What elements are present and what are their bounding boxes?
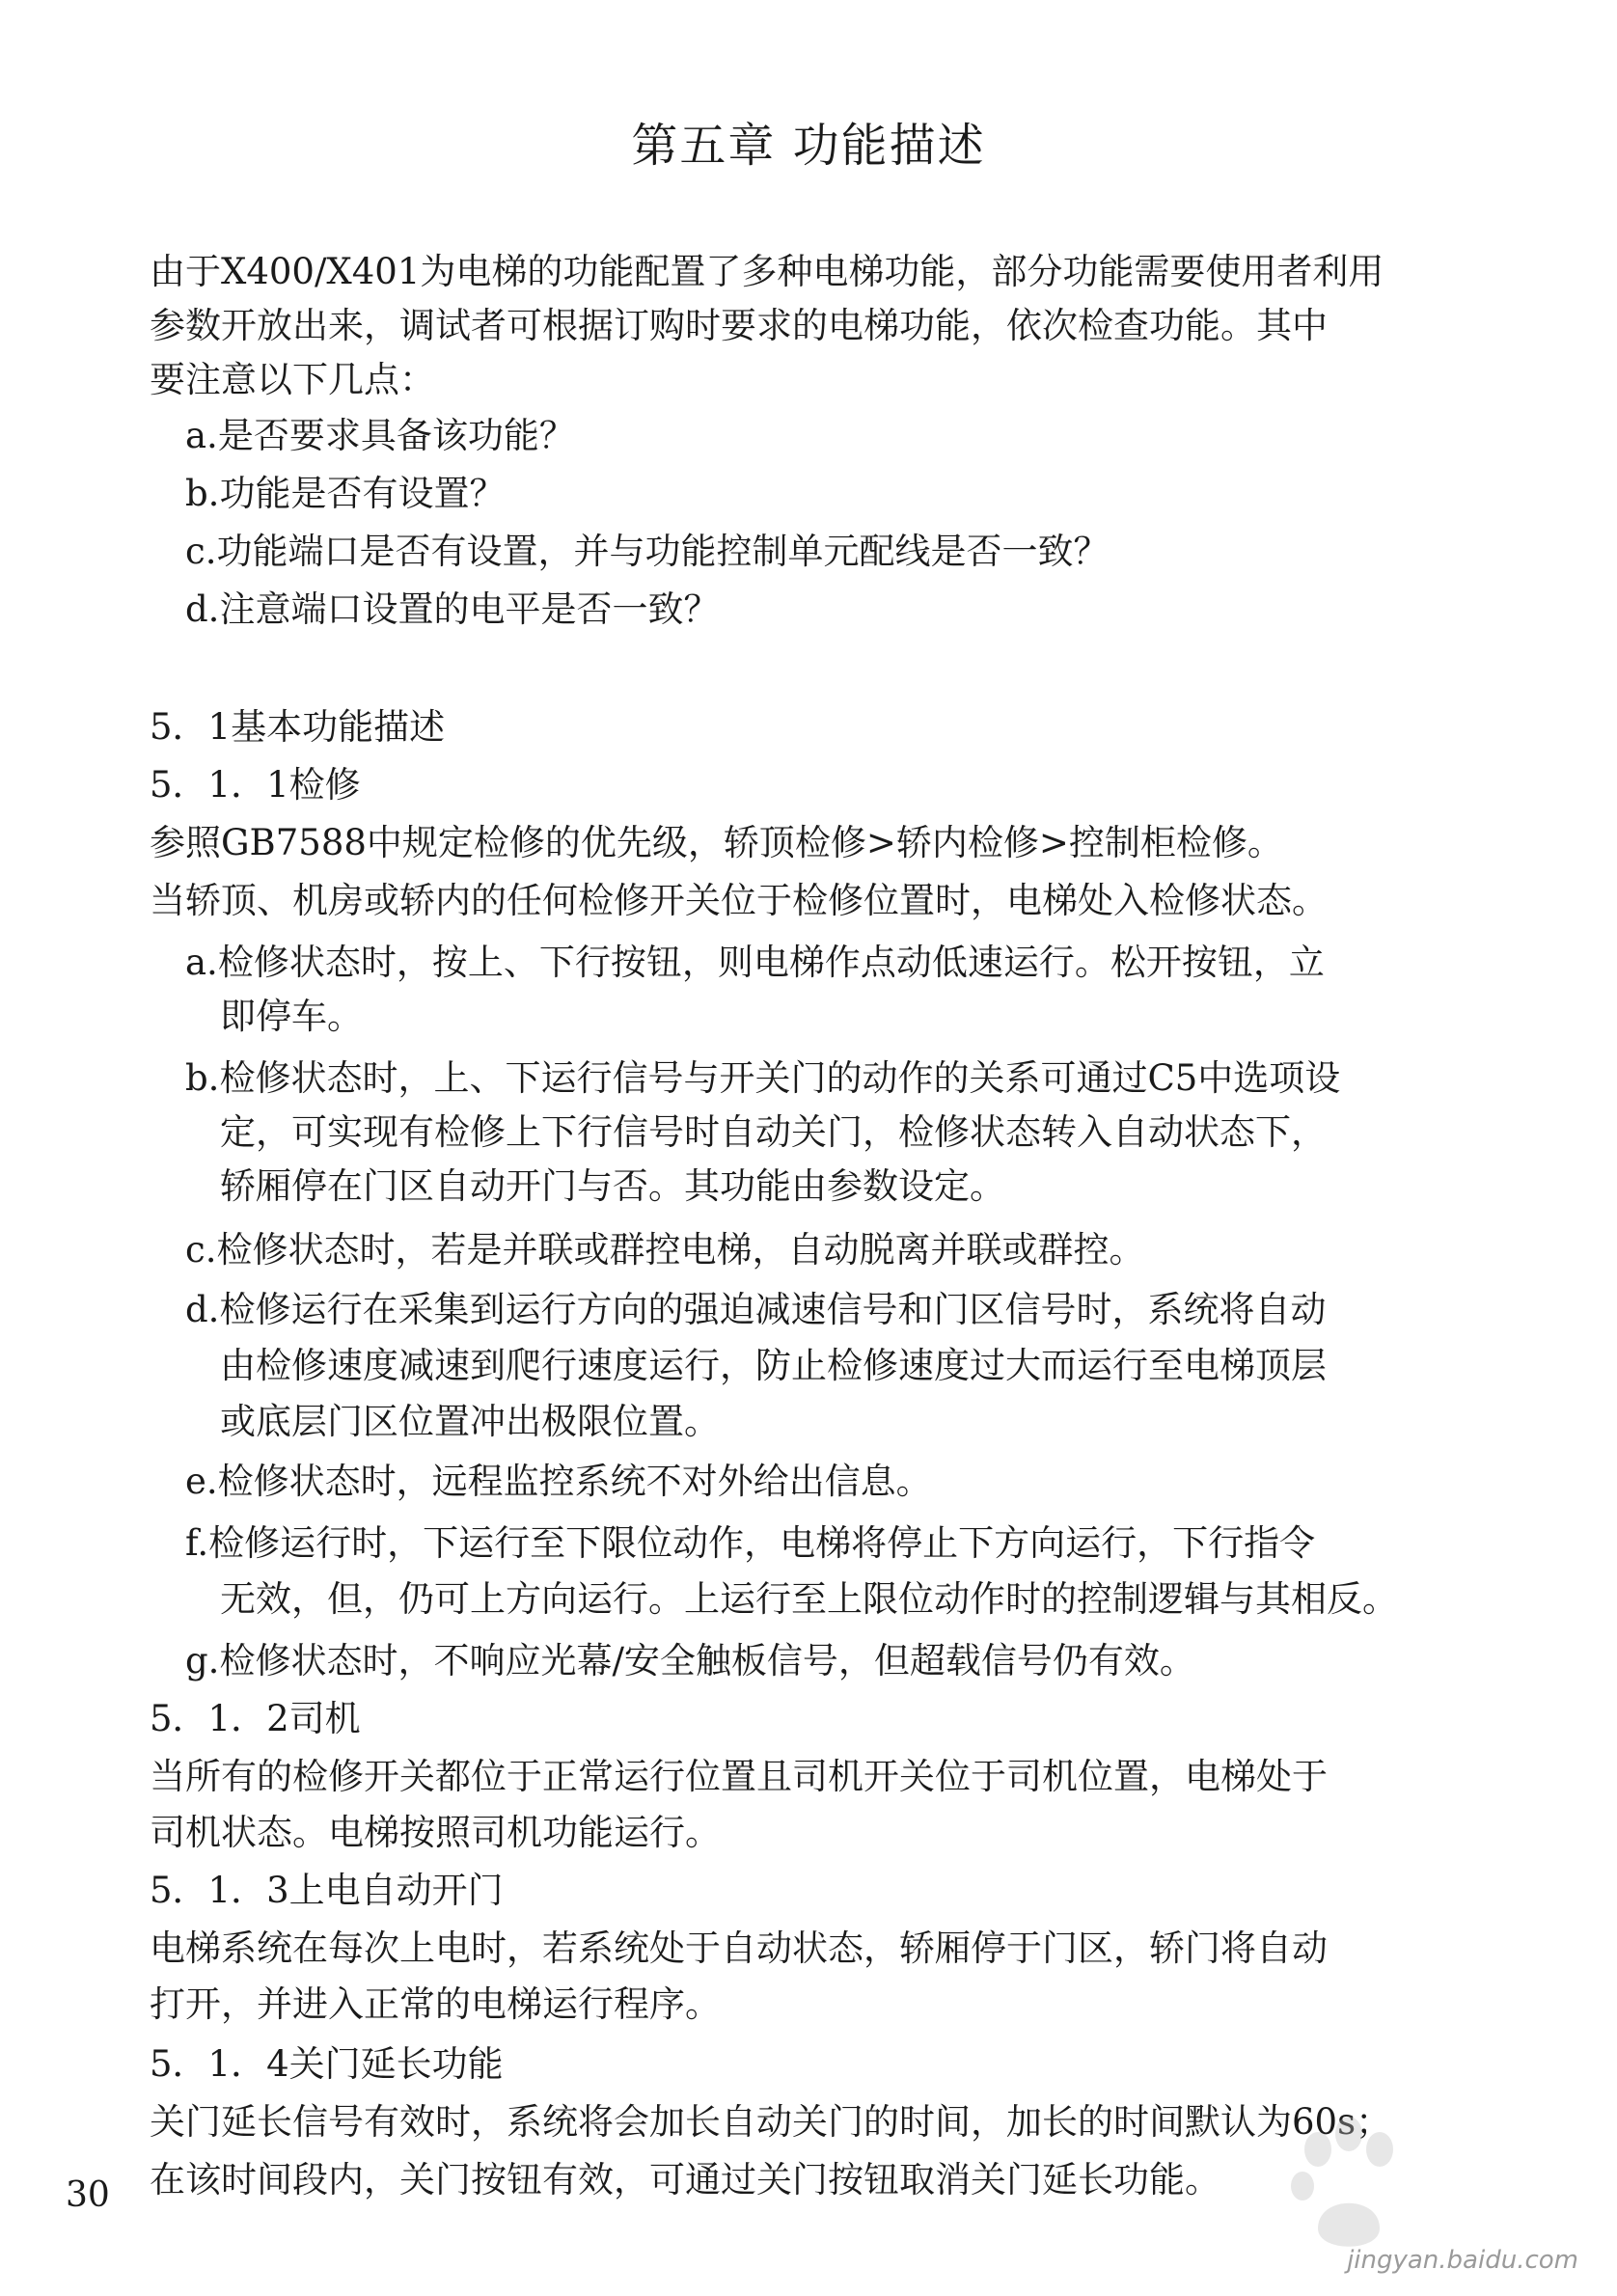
inspection-item-a-line-2: 即停车。 <box>220 996 363 1037</box>
section-5-1-2-para-1: 当所有的检修开关都位于正常运行位置且司机开关位于司机位置，电梯处于 <box>150 1756 1328 1797</box>
section-5-1-heading: 5．1基本功能描述 <box>150 706 446 748</box>
section-5-1-3-heading: 5．1．3上电自动开门 <box>150 1870 504 1911</box>
section-5-1-4-para-2: 在该时间段内，关门按钮有效，可通过关门按钮取消关门延长功能。 <box>150 2159 1220 2200</box>
check-item-a: a.是否要求具备该功能？ <box>185 415 575 456</box>
section-5-1-3-para-1: 电梯系统在每次上电时，若系统处于自动状态，轿厢停于门区，轿门将自动 <box>150 1927 1328 1969</box>
inspection-item-b-line-1: b.检修状态时，上、下运行信号与开关门的动作的关系可通过C5中选项设 <box>185 1057 1341 1099</box>
intro-line-2: 参数开放出来，调试者可根据订购时要求的电梯功能，依次检查功能。其中 <box>150 305 1328 346</box>
inspection-item-a-line-1: a.检修状态时，按上、下行按钮，则电梯作点动低速运行。松开按钮，立 <box>185 942 1325 983</box>
check-item-b: b.功能是否有设置？ <box>185 473 506 514</box>
inspection-item-c: c.检修状态时，若是并联或群控电梯，自动脱离并联或群控。 <box>185 1229 1145 1271</box>
check-item-c: c.功能端口是否有设置，并与功能控制单元配线是否一致？ <box>185 531 1110 572</box>
section-5-1-4-para-1: 关门延长信号有效时，系统将会加长自动关门的时间，加长的时间默认为60s； <box>150 2101 1392 2143</box>
inspection-item-f-line-1: f.检修运行时，下运行至下限位动作，电梯将停止下方向运行，下行指令 <box>185 1522 1316 1564</box>
watermark-url: jingyan.baidu.com <box>1347 2246 1578 2275</box>
page-number: 30 <box>66 2175 110 2215</box>
intro-line-1: 由于X400/X401为电梯的功能配置了多种电梯功能，部分功能需要使用者利用 <box>150 251 1384 292</box>
inspection-item-d-line-1: d.检修运行在采集到运行方向的强迫减速信号和门区信号时，系统将自动 <box>185 1289 1327 1330</box>
chapter-title: 第五章 功能描述 <box>631 119 986 173</box>
section-5-1-2-para-2: 司机状态。电梯按照司机功能运行。 <box>150 1812 721 1853</box>
section-5-1-4-heading: 5．1．4关门延长功能 <box>150 2043 504 2085</box>
check-item-d: d.注意端口设置的电平是否一致？ <box>185 588 720 630</box>
inspection-item-g: g.检修状态时，不响应光幕/安全触板信号，但超载信号仍有效。 <box>185 1640 1195 1681</box>
section-5-1-2-heading: 5．1．2司机 <box>150 1698 361 1739</box>
inspection-item-b-line-2: 定，可实现有检修上下行信号时自动关门，检修状态转入自动状态下， <box>220 1111 1327 1153</box>
section-5-1-1-para-1: 参照GB7588中规定检修的优先级，轿顶检修>轿内检修>控制柜检修。 <box>150 822 1283 863</box>
section-5-1-1-heading: 5．1．1检修 <box>150 764 361 806</box>
inspection-item-b-line-3: 轿厢停在门区自动开门与否。其功能由参数设定。 <box>220 1165 1005 1207</box>
section-5-1-1-para-2: 当轿顶、机房或轿内的任何检修开关位于检修位置时，电梯处入检修状态。 <box>150 880 1328 921</box>
section-5-1-3-para-2: 打开，并进入正常的电梯运行程序。 <box>150 1983 721 2025</box>
inspection-item-d-line-3: 或底层门区位置冲出极限位置。 <box>220 1401 720 1442</box>
inspection-item-e: e.检修状态时，远程监控系统不对外给出信息。 <box>185 1461 932 1502</box>
inspection-item-f-line-2: 无效，但，仍可上方向运行。上运行至上限位动作时的控制逻辑与其相反。 <box>220 1578 1398 1620</box>
intro-line-3: 要注意以下几点： <box>150 359 435 400</box>
inspection-item-d-line-2: 由检修速度减速到爬行速度运行，防止检修速度过大而运行至电梯顶层 <box>220 1345 1327 1386</box>
